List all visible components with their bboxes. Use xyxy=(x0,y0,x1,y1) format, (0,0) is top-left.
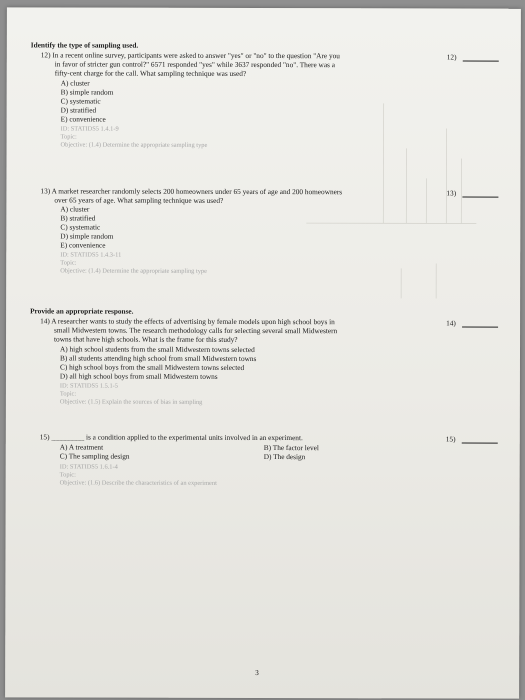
q12-option-c: C) systematic xyxy=(60,96,101,106)
q15-option-b: B) The factor level xyxy=(263,443,319,453)
q12-topic: Topic: xyxy=(60,133,77,141)
q13-option-e: E) convenience xyxy=(60,240,106,250)
q15-id: ID: STATIDS5 1.6.1-4 xyxy=(59,463,118,471)
q12-answer-blank[interactable] xyxy=(463,61,499,62)
q14-line-3: towns that have high schools. What is the frame for this study? xyxy=(54,334,238,344)
q15-option-d: D) The design xyxy=(263,452,306,462)
q15-topic: Topic: xyxy=(59,471,76,479)
q14-option-a: A) high school students from the small Midwestern towns selected xyxy=(59,344,255,354)
q14-option-d: D) all high school boys from small Midwestern towns xyxy=(59,371,218,381)
q14-line-2: small Midwestern towns. The research methodology calls for selecting several small Midwestern xyxy=(54,325,338,336)
q13-option-b: B) stratified xyxy=(60,213,96,223)
q12-line-1: 12) In a recent online survey, participants were asked to answer "yes" or "no" to the question "Are you xyxy=(40,50,340,61)
q12-option-e: E) convenience xyxy=(60,114,106,124)
section-heading-response: Provide an appropriate response. xyxy=(30,306,134,316)
q15-objective: Objective: (1.6) Describe the characteristics of an experiment xyxy=(59,479,217,487)
q15-stem: 15) _________ is a condition applied to the experimental units involved in an experiment. xyxy=(39,432,303,443)
q13-option-d: D) simple random xyxy=(60,231,114,241)
q12-line-3: fifty-cent charge for the call. What sampling technique was used? xyxy=(54,68,247,78)
q12-line-2: in favor of stricter gun control?" 6571 responded "yes" while 3637 responded "no". There was a xyxy=(54,59,335,70)
q14-option-b: B) all students attending high school from small Midwestern towns xyxy=(59,353,257,363)
q14-objective: Objective: (1.5) Explain the sources of bias in sampling xyxy=(59,398,203,406)
q15-answer-number: 15) xyxy=(445,434,456,444)
q12-option-a: A) cluster xyxy=(60,78,90,88)
q12-answer-number: 12) xyxy=(446,52,457,62)
q13-line-2: over 65 years of age. What sampling technique was used? xyxy=(54,195,224,205)
page-number: 3 xyxy=(255,667,259,677)
q15-answer-blank[interactable] xyxy=(462,443,498,444)
q13-option-c: C) systematic xyxy=(60,222,101,232)
q13-topic: Topic: xyxy=(60,259,77,267)
q15-option-c: C) The sampling design xyxy=(59,451,130,461)
q14-line-1: 14) A researcher wants to study the effects of advertising by female models upon high school boys in xyxy=(40,316,335,327)
q13-answer-number: 13) xyxy=(446,188,457,198)
q12-objective: Objective: (1.4) Determine the appropriate sampling type xyxy=(60,141,208,149)
q15-option-a: A) A treatment xyxy=(59,442,104,452)
q14-answer-number: 14) xyxy=(446,318,456,328)
q12-option-b: B) simple random xyxy=(60,87,114,97)
q14-answer-blank[interactable] xyxy=(462,327,498,328)
q12-option-d: D) stratified xyxy=(60,105,97,115)
q13-id: ID: STATIDS5 1.4.3-11 xyxy=(60,251,122,259)
q14-option-c: C) high school boys from the small Midwestern towns selected xyxy=(59,362,245,372)
section-heading-sampling: Identify the type of sampling used. xyxy=(30,40,139,50)
q14-topic: Topic: xyxy=(59,390,77,398)
q14-id: ID: STATIDS5 1.5.1-5 xyxy=(59,382,119,390)
q13-objective: Objective: (1.4) Determine the appropriate sampling type xyxy=(60,267,207,275)
q13-answer-blank[interactable] xyxy=(462,197,498,198)
q12-id: ID: STATIDS5 1.4.1-9 xyxy=(60,125,119,133)
worksheet-page xyxy=(5,7,521,698)
q13-line-1: 13) A market researcher randomly selects 200 homeowners under 65 years of age and 200 homeowners xyxy=(40,186,343,197)
q13-option-a: A) cluster xyxy=(60,204,90,214)
